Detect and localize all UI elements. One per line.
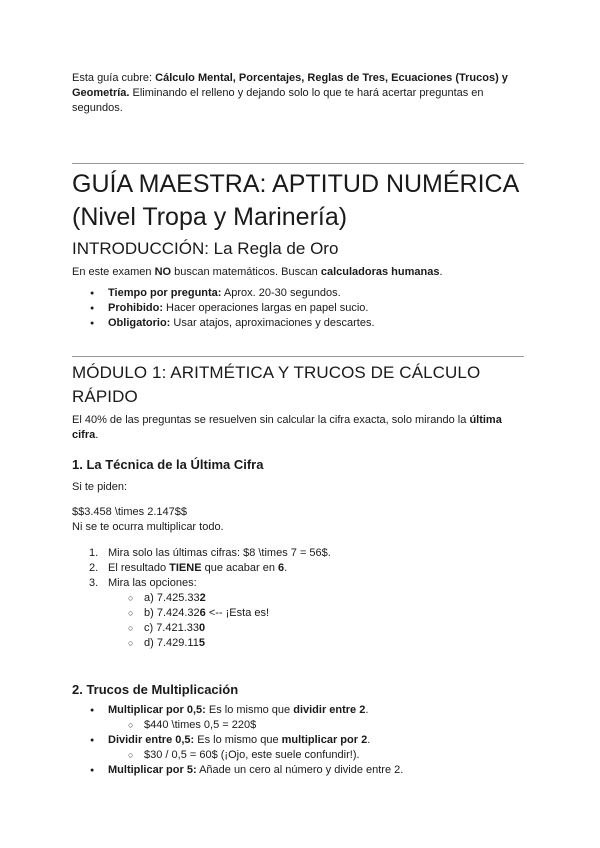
list-item — [72, 546, 522, 561]
list-item — [72, 733, 522, 763]
item-number: 1. — [89, 547, 99, 559]
section-1-heading: 1. La Técnica de la Última Cifra — [72, 457, 264, 472]
bold-run: dividir entre 2 — [293, 704, 366, 716]
option-item — [72, 636, 522, 651]
item-number: 2. — [89, 562, 99, 574]
item-text: . — [284, 562, 288, 574]
item-text: Hacer operaciones largas en papel sucio. — [163, 302, 369, 314]
option-text: d) 7.429.11 — [144, 637, 199, 649]
steps-list — [72, 546, 522, 651]
bold-run: 6 — [278, 562, 285, 574]
list-item — [72, 703, 522, 733]
text-run: El 40% de las preguntas se resuelven sin calcular la cifra exacta, solo mirando la — [72, 414, 470, 426]
introduccion-list — [72, 286, 522, 331]
sub-item: ○ $440 \times 0,5 = 220$ — [72, 718, 522, 733]
bold-run: NO — [154, 266, 172, 278]
list-item — [72, 576, 522, 651]
item-label: Tiempo por pregunta: — [108, 287, 222, 299]
item-text: . — [365, 704, 369, 716]
list-item — [72, 763, 522, 778]
section-1-line-1: Si te piden: — [72, 481, 128, 493]
item-label: Prohibido: — [108, 302, 163, 314]
list-item — [72, 316, 522, 331]
item-text: Añade un cero al número y divide entre 2. — [196, 764, 404, 776]
title-line-2: (Nivel Tropa y Marinería) — [72, 203, 348, 231]
sub-list — [72, 748, 522, 763]
list-item — [72, 301, 522, 316]
sub-item: ○ $30 / 0,5 = 60$ (¡Ojo, este suele confundir!). — [72, 748, 522, 763]
option-last-digit: 5 — [198, 637, 205, 649]
text-run: buscan matemáticos. Buscan — [171, 266, 321, 278]
item-text: Aprox. 20-30 segundos. — [221, 287, 341, 299]
option-note: <-- ¡Esta es! — [205, 607, 270, 619]
item-text: Es lo mismo que — [205, 704, 294, 716]
title-line-1: GUÍA MAESTRA: APTITUD NUMÉRICA — [72, 170, 520, 198]
intro-suffix: Eliminando el relleno y dejando solo lo que te hará acertar preguntas en segundos. — [72, 87, 484, 114]
text-run: En este examen — [72, 266, 155, 278]
item-label: Dividir entre 0,5: — [108, 734, 195, 746]
option-item — [72, 591, 522, 606]
option-item — [72, 606, 522, 621]
section-1-formula: $$3.458 \times 2.147$$ — [72, 506, 187, 518]
modulo1-heading: MÓDULO 1: ARITMÉTICA Y TRUCOS DE CÁLCULO RÁPIDO — [72, 363, 481, 406]
item-text: Usar atajos, aproximaciones y descartes. — [170, 317, 375, 329]
bold-run: calculadoras humanas — [320, 266, 440, 278]
item-text: . — [367, 734, 371, 746]
item-label: Multiplicar por 0,5: — [108, 704, 206, 716]
option-text: c) 7.421.33 — [144, 622, 200, 634]
item-text: que acabar en — [201, 562, 279, 574]
section-1-line-3: Ni se te ocurra multiplicar todo. — [72, 521, 224, 533]
item-text: Es lo mismo que — [194, 734, 282, 746]
item-label: Obligatorio: — [108, 317, 171, 329]
list-item — [72, 561, 522, 576]
item-text: Mira las opciones: — [108, 577, 197, 589]
divider — [72, 163, 524, 164]
option-item — [72, 621, 522, 636]
option-last-digit: 0 — [199, 622, 206, 634]
modulo1-text — [72, 413, 524, 443]
divider — [72, 356, 524, 357]
item-label: Multiplicar por 5: — [108, 764, 197, 776]
section-2-heading: 2. Trucos de Multiplicación — [72, 682, 239, 697]
introduccion-text — [72, 265, 524, 280]
options-list — [72, 591, 522, 651]
option-last-digit: 6 — [199, 607, 206, 619]
page-title — [72, 168, 532, 234]
bold-run: TIENE — [169, 562, 202, 574]
bold-run: multiplicar por 2 — [281, 734, 368, 746]
multiplication-tricks-list — [72, 703, 522, 778]
option-last-digit: 2 — [199, 592, 206, 604]
intro-paragraph — [72, 71, 528, 116]
bold-run: última cifra — [72, 414, 502, 441]
introduccion-heading: INTRODUCCIÓN: La Regla de Oro — [72, 239, 339, 258]
option-text: a) 7.425.33 — [144, 592, 200, 604]
intro-prefix: Esta guía cubre: — [72, 72, 156, 84]
text-run: . — [95, 429, 99, 441]
text-run: . — [439, 266, 443, 278]
item-text: El resultado — [108, 562, 170, 574]
item-number: 3. — [89, 577, 99, 589]
intro-topics: Cálculo Mental, Porcentajes, Reglas de Tres, Ecuaciones (Trucos) y Geometría. — [72, 72, 508, 99]
list-item — [72, 286, 522, 301]
sub-list — [72, 718, 522, 733]
item-text: Mira solo las últimas cifras: $8 \times 7 = 56$. — [108, 547, 331, 559]
option-text: b) 7.424.32 — [144, 607, 200, 619]
